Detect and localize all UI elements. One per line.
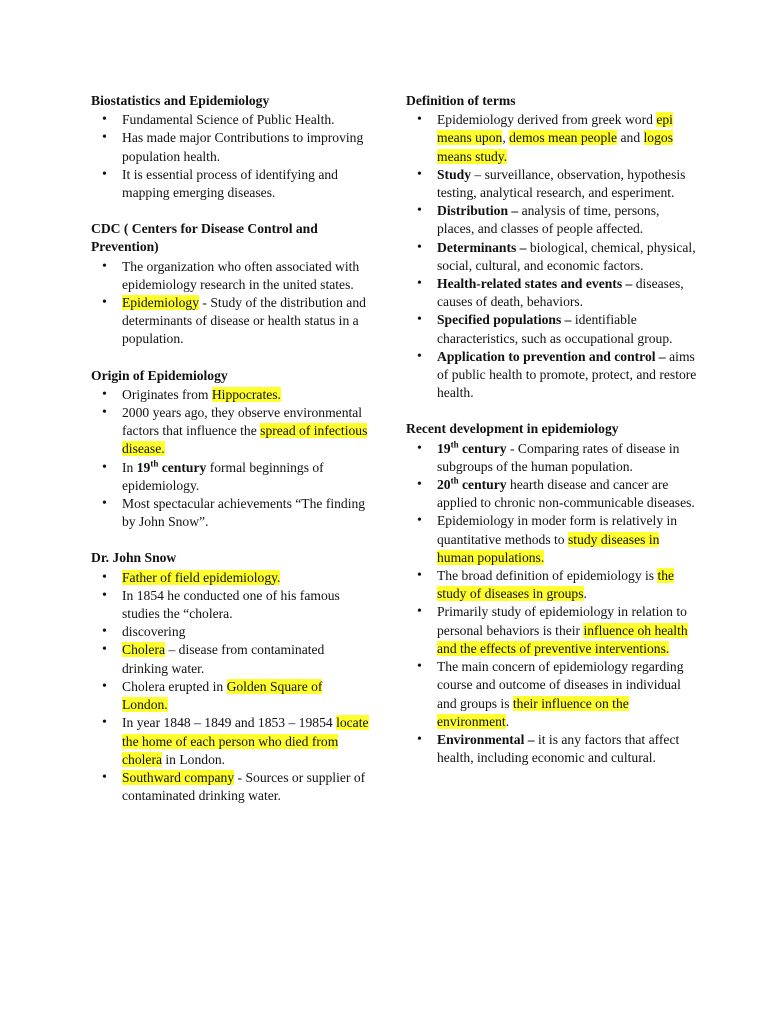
highlighted-text: study diseases in human populations. xyxy=(437,531,660,565)
highlighted-text: Cholera xyxy=(122,642,166,658)
item-text: Primarily study of epidemiology in relation to personal behaviors is their xyxy=(437,604,687,638)
list-item xyxy=(406,239,698,275)
item-text: The main concern of epidemiology regarding course and outcome of diseases in individual and groups is xyxy=(437,659,684,711)
highlighted-text: logos means study. xyxy=(437,130,673,164)
bullet-list xyxy=(91,111,371,202)
item-text: and xyxy=(617,130,644,146)
highlighted-text: their influence on the environment xyxy=(437,695,629,729)
highlighted-text: locate the home of each person who died from cholera xyxy=(122,715,369,767)
bold-term: Health-related states and events – xyxy=(437,276,633,292)
item-text: analysis of time, persons, places, and classes of people affected. xyxy=(437,203,660,237)
item-text: In year 1848 – 1849 and 1853 – 19854 xyxy=(122,715,337,731)
bold-term xyxy=(437,477,507,492)
list-item xyxy=(406,512,698,567)
item-text: Epidemiology in moder form is relatively in quantitative methods to xyxy=(437,513,678,547)
list-item xyxy=(91,769,371,805)
list-item: • It is essential process of identifying and mapping emerging diseases. xyxy=(91,166,371,202)
section-origin xyxy=(91,367,371,532)
bold-term: Application to prevention and control – xyxy=(437,348,666,364)
list-item xyxy=(406,111,698,166)
item-text: hearth disease and cancer are applied to chronic non-communicable diseases. xyxy=(437,477,695,511)
section-title: Biostatistics and Epidemiology xyxy=(91,93,270,108)
section-cdc xyxy=(91,220,371,348)
item-text: identifiable characteristics, such as occupational group. xyxy=(437,312,673,346)
bold-term: Distribution – xyxy=(437,203,519,219)
bullet-list xyxy=(91,386,371,532)
list-item xyxy=(406,440,698,476)
list-item: • Has made major Contributions to improving population health. xyxy=(91,129,371,165)
item-text: . xyxy=(505,713,510,729)
item-text: Originates from xyxy=(122,386,212,402)
list-item: • discovering xyxy=(91,623,371,641)
list-item xyxy=(406,567,698,603)
item-text: – surveillance, observation, hypothesis testing, analytical research, and esperiment. xyxy=(437,166,686,201)
list-item: • Most spectacular achievements “The finding by John Snow”. xyxy=(91,495,371,531)
list-item xyxy=(406,603,698,658)
item-text: In xyxy=(122,459,137,475)
list-item: • The organization who often associated with epidemiology research in the united states. xyxy=(91,258,371,294)
item-text: . xyxy=(583,586,587,602)
item-text: - Study of the distribution and determinants of disease or health status in a population. xyxy=(122,295,366,347)
section-title: Definition of terms xyxy=(406,93,516,108)
list-item xyxy=(406,348,698,403)
list-item xyxy=(91,294,371,349)
century-number: 19 xyxy=(437,440,451,456)
right-column xyxy=(406,92,698,785)
century-word: century xyxy=(458,440,507,456)
section-definition-of-terms xyxy=(406,92,698,402)
bullet-list xyxy=(91,258,371,349)
item-text: - Comparing rates of disease in subgroups of the human population. xyxy=(437,440,680,474)
highlighted-text: epi means upon xyxy=(437,112,673,146)
item-text: - Sources or supplier of contaminated drinking water. xyxy=(122,769,366,804)
item-text: – disease from contaminated drinking water. xyxy=(122,642,325,676)
item-text: aims of public health to promote, protect, and restore health. xyxy=(437,348,697,401)
item-text: Cholera erupted in xyxy=(122,678,227,694)
highlighted-text: spread of infectious disease. xyxy=(122,423,368,457)
item-text: biological, chemical, physical, social, cultural, and economic factors. xyxy=(437,239,696,273)
item-text: diseases, causes of death, behaviors. xyxy=(437,276,684,310)
list-item xyxy=(91,641,371,677)
list-item xyxy=(406,476,698,512)
list-item: • In 1854 he conducted one of his famous studies the “cholera. xyxy=(91,587,371,623)
bullet-list xyxy=(406,440,698,768)
bullet-list xyxy=(91,569,371,806)
section-title: Origin of Epidemiology xyxy=(91,367,228,383)
item-text: formal beginnings of epidemiology. xyxy=(122,459,324,493)
item-text: Epidemiology derived from greek word xyxy=(437,112,657,128)
highlighted-text: influence oh health and the effects of preventive interventions. xyxy=(437,622,688,656)
list-item xyxy=(91,404,371,459)
list-item xyxy=(91,459,371,495)
section-john-snow xyxy=(91,549,371,805)
item-text: it is any factors that affect health, including economic and cultural. xyxy=(437,731,680,766)
item-text: , xyxy=(502,130,510,146)
century-number: 20 xyxy=(437,477,451,493)
list-item xyxy=(406,202,698,238)
ordinal-suffix: th xyxy=(450,475,459,486)
bullet-list xyxy=(406,111,698,402)
ordinal-suffix: th xyxy=(150,458,159,469)
list-item xyxy=(406,166,698,202)
highlighted-text: Hippocrates. xyxy=(211,386,281,402)
highlighted-text: demos mean people xyxy=(509,130,618,146)
list-item xyxy=(91,714,371,769)
bold-term: Study xyxy=(437,166,472,182)
highlighted-text: the study of diseases in groups xyxy=(437,568,675,602)
section-title: CDC ( Centers for Disease Control and Prevention) xyxy=(91,221,318,255)
century-word: century xyxy=(158,459,207,475)
bold-term: Specified populations – xyxy=(437,312,572,328)
item-text: in London. xyxy=(162,751,226,767)
highlighted-text: Epidemiology xyxy=(122,295,200,311)
item-text: 2000 years ago, they observe environmental factors that influence the xyxy=(122,405,363,439)
list-item xyxy=(406,731,698,767)
list-item: • Fundamental Science of Public Health. xyxy=(91,111,371,129)
century-number: 19 xyxy=(136,459,151,475)
list-item xyxy=(406,275,698,311)
item-text: The broad definition of epidemiology is xyxy=(437,568,658,584)
section-biostatistics xyxy=(91,92,371,202)
list-item xyxy=(406,311,698,347)
bold-term xyxy=(437,441,507,456)
bold-term xyxy=(137,460,207,475)
section-title: Dr. John Snow xyxy=(91,550,177,566)
list-item xyxy=(91,678,371,714)
list-item xyxy=(406,658,698,731)
left-column xyxy=(91,92,371,823)
list-item xyxy=(91,386,371,404)
highlighted-text: Golden Square of London. xyxy=(122,678,323,713)
section-recent-development xyxy=(406,420,698,767)
ordinal-suffix: th xyxy=(450,439,459,450)
bold-term: Determinants – xyxy=(437,239,527,255)
highlighted-text: Father of field epidemiology. xyxy=(122,569,281,585)
list-item xyxy=(91,569,371,587)
highlighted-text: Southward company xyxy=(122,769,235,785)
century-word: century xyxy=(458,477,507,493)
section-title: Recent development in epidemiology xyxy=(406,421,619,437)
bold-term: Environmental – xyxy=(437,731,535,747)
